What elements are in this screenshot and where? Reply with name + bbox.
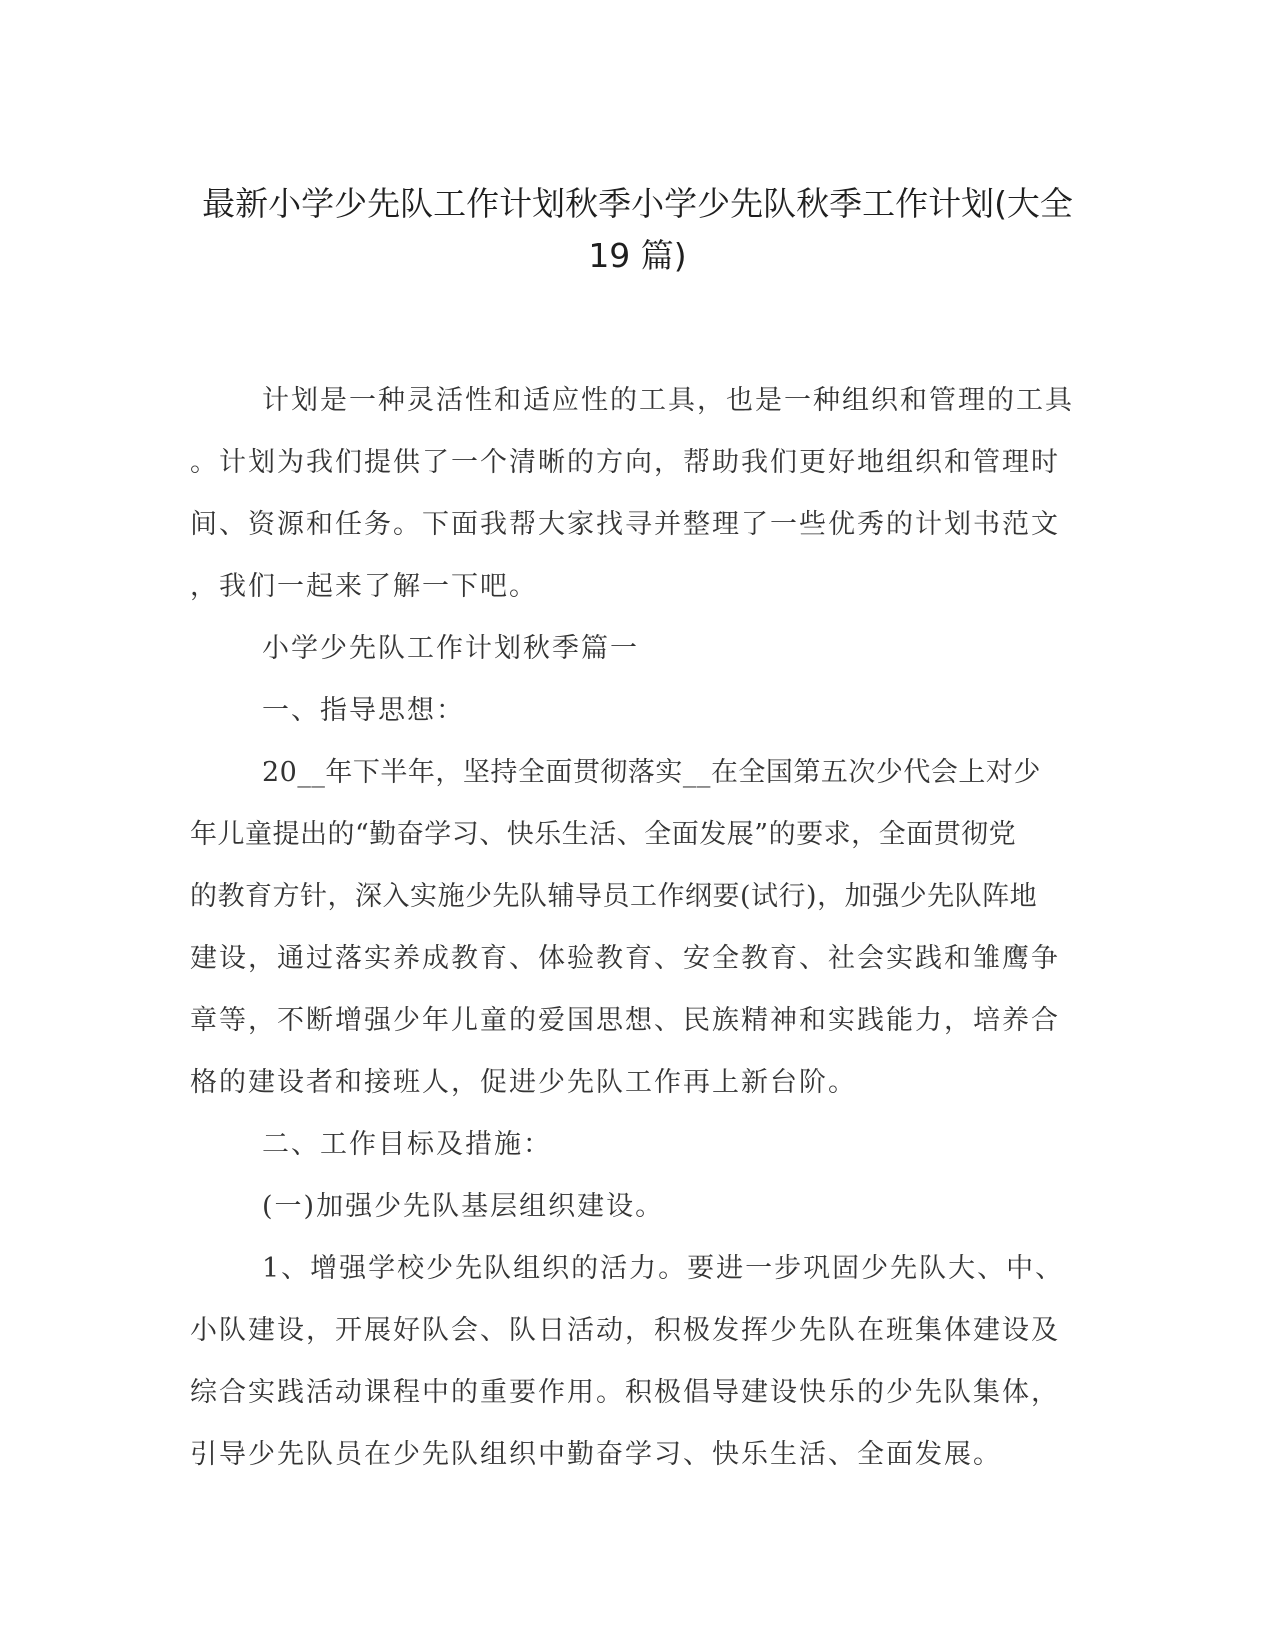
guiding-thought-line: 章等，不断增强少年儿童的爱国思想、民族精神和实践能力，培养合 [190,1005,1060,1036]
measure-item-line: 小队建设，开展好队会、队日活动，积极发挥少先队在班集体建设及 [190,1315,1060,1346]
intro-paragraph-line: 。计划为我们提供了一个清晰的方向，帮助我们更好地组织和管理时 [190,447,1060,478]
guiding-thought-line: 20__年下半年，坚持全面贯彻落实__在全国第五次少代会上对少 [262,757,1041,788]
guiding-thought-line: 的教育方针，深入实施少先队辅导员工作纲要(试行)，加强少先队阵地 [190,881,1038,912]
intro-paragraph-line: 计划是一种灵活性和适应性的工具，也是一种组织和管理的工具 [262,385,1074,416]
subsection-heading: 二、工作目标及措施： [262,1129,552,1160]
intro-paragraph-line: ，我们一起来了解一下吧。 [190,571,538,602]
guiding-thought-line: 建设，通过落实养成教育、体验教育、安全教育、社会实践和雏鹰争 [190,943,1060,974]
title-line-1: 最新小学少先队工作计划秋季小学少先队秋季工作计划(大全 [202,184,1073,223]
title-line-2: 19 篇) [588,236,687,275]
document-title [170,178,1105,282]
intro-paragraph-line: 间、资源和任务。下面我帮大家找寻并整理了一些优秀的计划书范文 [190,509,1060,540]
measure-item-line: 1、增强学校少先队组织的活力。要进一步巩固少先队大、中、 [262,1253,1065,1284]
guiding-thought-line: 年儿童提出的“勤奋学习、快乐生活、全面发展”的要求，全面贯彻党 [190,819,1017,850]
section-heading: 小学少先队工作计划秋季篇一 [262,633,639,664]
measure-item-line: 引导少先队员在少先队组织中勤奋学习、快乐生活、全面发展。 [190,1439,1002,1470]
guiding-thought-line: 格的建设者和接班人，促进少先队工作再上新台阶。 [190,1067,857,1098]
measure-heading: (一)加强少先队基层组织建设。 [262,1191,665,1222]
document-body [190,370,1090,1486]
measure-item-line: 综合实践活动课程中的重要作用。积极倡导建设快乐的少先队集体， [190,1377,1060,1408]
subsection-heading: 一、指导思想： [262,695,465,726]
